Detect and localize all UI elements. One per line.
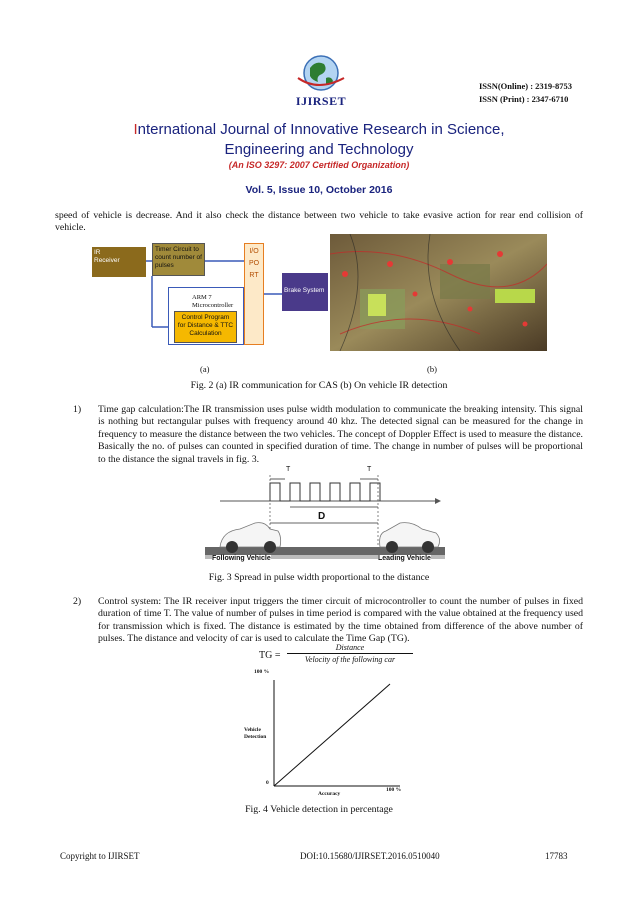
x-tick-right: 100 %: [386, 787, 402, 793]
circuit-board-photo: [330, 234, 547, 351]
fig3-leading-label: Leading Vehicle: [378, 555, 431, 562]
arm-controller-label: ARM 7 Microcontroller: [192, 294, 234, 309]
formula-denominator: Velocity of the following car: [304, 655, 396, 664]
fig2b-photo: [330, 234, 547, 351]
footer-doi: DOI:10.15680/IJIRSET.2016.0510040: [300, 851, 440, 861]
timer-circuit-block: Timer Circuit to count number of pulses: [152, 243, 205, 276]
issn-print: ISSN (Print) : 2347-6710: [478, 94, 569, 104]
fig2a-block-diagram: [92, 243, 328, 347]
list-item-1-number: 1): [73, 404, 82, 415]
fig4-caption: Fig. 4 Vehicle detection in percentage: [245, 804, 393, 815]
fig3-illustration: [200, 465, 450, 565]
journal-title-line1: nternational Journal of Innovative Research in Science,: [137, 121, 505, 138]
volume-line: Vol. 5, Issue 10, October 2016: [245, 184, 393, 196]
journal-logo: [286, 48, 356, 110]
fig3-caption: Fig. 3 Spread in pulse width proportional to the distance: [208, 572, 430, 583]
fig3-d-label: D: [318, 511, 326, 522]
x-axis-label: Accuracy: [318, 791, 341, 797]
fig4-chart: [240, 668, 410, 798]
iso-note: (An ISO 3297: 2007 Certified Organization): [228, 160, 410, 170]
list-item-2-number: 2): [73, 596, 82, 607]
fig3-following-label: Following Vehicle: [212, 555, 271, 562]
fig2-caption: Fig. 2 (a) IR communication for CAS (b) On vehicle IR detection: [190, 380, 448, 391]
journal-title: [0, 120, 638, 160]
journal-title-initial: I: [133, 121, 138, 138]
footer-copyright: Copyright to IJIRSET: [60, 851, 140, 861]
formula-numerator: Distance: [287, 643, 413, 654]
list-item-2-text: Control system: The IR receiver input triggers the timer circuit of microcontroller to count the number of pulses in fixed duration of time T. The value of number of pulses in time period is compared with the value obtained at the frequency used for transmission which is fixed. The distance is estimated by the time obtained from difference of the above number of pulses. The distance and velocity of car is used to calculate the Time Gap (TG).: [98, 596, 583, 645]
intro-paragraph: speed of vehicle is decrease. And it also check the distance between two vehicle to take evasive action for rear end collision of vehicle.: [55, 210, 583, 234]
formula-lhs: TG =: [259, 650, 281, 661]
brake-system-block: Brake System: [282, 273, 328, 311]
fig3-t-right: T: [367, 466, 372, 473]
footer-page: 17783: [545, 851, 568, 861]
control-program-block: Control Program for Distance & TTC Calculation: [174, 311, 237, 343]
origin-label: 0: [266, 780, 269, 786]
fig3-t-left: T: [286, 466, 291, 473]
list-item-1-text: Time gap calculation:The IR transmission uses pulse width modulation to communicate the breaking intensity. This signal is nothing but rectangular pulses with frequency around 40 khz. The detected signal can be measured for the change in frequency to measure the distance between the two vehicles. The concept of Doppler Effect is used to measure the distance. Basically the no. of pulses can counted in specified duration of time. The change in number of pulses will be proportional to the distance the signal travels in fig. 3.: [98, 404, 583, 465]
y-axis-label: Vehicle Detection: [244, 727, 267, 740]
ir-receiver-block: IR Receiver: [92, 247, 146, 277]
journal-title-line2: Engineering and Technology: [224, 141, 414, 158]
logo-text: IJIRSET: [295, 94, 347, 108]
io-port-block: I/O PORT: [244, 243, 264, 345]
fig2-label-b: (b): [427, 364, 437, 374]
series-line: [274, 684, 390, 786]
issn-block: [479, 80, 572, 106]
y-tick-top: 100 %: [254, 669, 270, 675]
fig2-label-a: (a): [200, 364, 210, 374]
issn-online: ISSN(Online) : 2319-8753: [478, 81, 572, 91]
list-item-1: [55, 404, 583, 466]
list-item-2: [55, 596, 583, 646]
